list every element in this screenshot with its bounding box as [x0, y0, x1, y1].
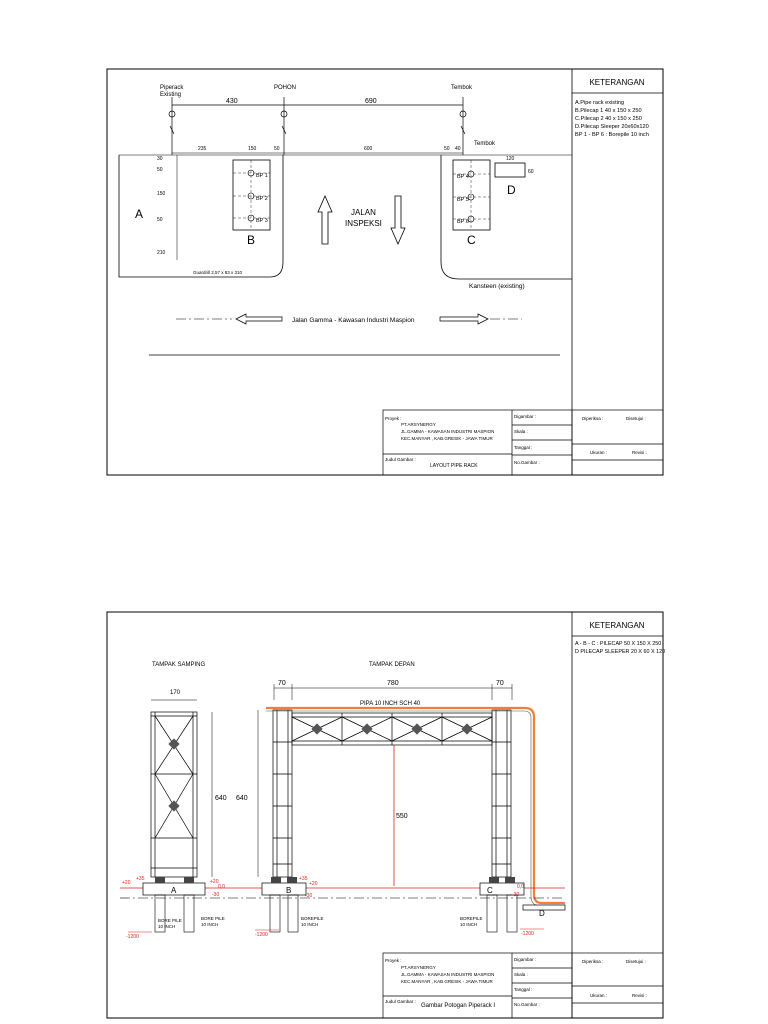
tb-ukuran: Ukuran : [590, 450, 608, 455]
sheet-1-layout [107, 69, 663, 475]
legend-item: C.Pilecap 2 40 x 150 x 250 [575, 116, 642, 122]
sheet-2-section [107, 612, 665, 1018]
tb-revisi: Revisi : [632, 450, 647, 455]
tb-skala: Skala : [514, 429, 528, 434]
label-b: B [247, 233, 256, 247]
level-p20b: +20 [210, 879, 219, 885]
label-a: A [171, 886, 177, 895]
dim-170: 170 [170, 690, 181, 696]
pipe-10-inch [266, 708, 565, 903]
jalan-label: JALAN [351, 208, 376, 217]
sleeper-d [495, 163, 525, 177]
front-view-frame [273, 710, 511, 877]
dim-640b: 640 [236, 795, 248, 802]
level-m1200b: -1200 [255, 932, 268, 938]
bp1-label: BP 1 [256, 173, 268, 179]
level-m30a: -30 [212, 892, 220, 898]
level-p35a: +35 [136, 876, 145, 882]
dim-690: 690 [365, 98, 377, 105]
dim-550: 550 [396, 813, 408, 820]
tb-digambar: Digambar : [514, 957, 537, 962]
bp-b-label-2: 10 INCH [201, 922, 219, 927]
dim-70b: 70 [496, 680, 504, 687]
tb-proyek-1: PT.ARSYNERGY [401, 422, 436, 427]
side-view-tower [151, 712, 197, 877]
legend-item: B.Pilecap 1 40 x 150 x 250 [575, 108, 642, 114]
tb-proyek-3: KEC.MANYAR , KAB.GRESIK - JAWA TIMUR [401, 436, 493, 441]
level-p20c: +20 [309, 881, 318, 887]
tb-diperiksa: Diperiksa : [582, 959, 604, 964]
base-plates [155, 877, 515, 883]
dim-70a: 70 [278, 680, 286, 687]
bp-c-label-2: 10 INCH [301, 922, 319, 927]
label-d: D [539, 909, 545, 918]
arrow-left-icon [236, 314, 282, 324]
bp-b-label-1: BORE PILE [201, 916, 225, 921]
bp-a-label-2: 10 INCH [158, 924, 176, 929]
tb-no-gambar: No.Gambar : [514, 1002, 540, 1007]
level-m1200a: -1200 [126, 934, 139, 940]
dim-h60: 60 [528, 169, 534, 175]
dim-780: 780 [387, 680, 399, 687]
label-a: A [135, 207, 144, 221]
legend-list [575, 641, 665, 655]
level-z0b: 0,0 [517, 884, 524, 890]
tb-skala: Skala : [514, 972, 528, 977]
dim-w120: 120 [506, 156, 515, 162]
label-c: C [467, 233, 476, 247]
legend-item: D.Pilecap Sleeper 20x60x120 [575, 124, 649, 130]
dim-40: 40 [455, 146, 461, 152]
legend-item: D PILECAP SLEEPER 20 X 60 X 120 [575, 649, 666, 655]
tb-diperiksa: Diperiksa : [582, 416, 604, 421]
dim-v50b: 50 [157, 217, 163, 223]
tb-digambar: Digambar : [514, 414, 537, 419]
level-m1200c: -1200 [521, 931, 534, 937]
arrow-down-icon [391, 196, 405, 244]
bp-d-label-1: BOREPILE [460, 916, 483, 921]
tb-no-gambar: No.Gambar : [514, 460, 540, 465]
legend-item: BP 1 - BP 6 : Borepile 10 inch [575, 132, 649, 138]
arrow-up-icon [318, 196, 332, 244]
bp-a-label-1: BORE PILE [158, 918, 182, 923]
road-label: Jalan Gamma - Kawasan Industri Maspion [292, 317, 415, 324]
tb-tanggal: Tanggal : [514, 445, 533, 450]
tb-proyek-label: Proyek : [385, 958, 402, 963]
tb-proyek-3: KEC.MANYAR , KAB.GRESIK - JAWA TIMUR [401, 979, 493, 984]
tb-disetujui: Disetujui : [626, 416, 646, 421]
bp6-label: BP 6 [457, 219, 469, 225]
reference-markers [169, 97, 466, 155]
tb-ukuran: Ukuran : [590, 993, 608, 998]
piperack-label: Piperack [160, 85, 184, 91]
legend-list [575, 100, 649, 138]
pohon-label: POHON [274, 85, 297, 91]
legend-title: KETERANGAN [589, 78, 645, 87]
legend-item: A - B - C : PILECAP 50 X 150 X 250 [575, 641, 662, 647]
kansteen-label: Kansteen (existing) [469, 283, 525, 290]
bp2-label: BP 2 [256, 196, 268, 202]
tb-disetujui: Disetujui : [626, 959, 646, 964]
tb-tanggal: Tanggal : [514, 987, 533, 992]
tb-proyek-2: JL.GAMMA - KAWASAN INDUSTRI MASPION [401, 429, 495, 434]
pipe-label: PIPA 10 INCH SCH 40 [360, 701, 421, 707]
guardrill-label: Guardrill 2,57 x 83 x 310 [193, 270, 243, 275]
title-block-1 [383, 410, 663, 475]
tb-judul-label: Judul Gambar : [385, 999, 416, 1004]
dim-v30: 30 [157, 156, 163, 162]
tembok-label: Tembok [451, 85, 473, 91]
view-samping-label: TAMPAK SAMPING [152, 662, 206, 668]
inspeksi-label: INSPEKSI [345, 219, 382, 228]
tb-judul: Gambar Potogan Piperack I [421, 1003, 496, 1009]
existing-label: Existing [160, 92, 182, 98]
bp3-label: BP 3 [256, 218, 268, 224]
tb-proyek-2: JL.GAMMA - KAWASAN INDUSTRI MASPION [401, 972, 495, 977]
tb-judul-label: Judul Gambar : [385, 457, 416, 462]
dim-50a: 50 [274, 146, 280, 152]
tembok-label-2: Tembok [474, 141, 496, 147]
label-b: B [286, 886, 292, 895]
dim-150: 150 [248, 146, 257, 152]
level-m30c: -30 [512, 892, 520, 898]
bp-c-label-1: BOREPILE [301, 916, 324, 921]
dim-v50a: 50 [157, 167, 163, 173]
bp4-label: BP 4 [457, 174, 469, 180]
pilecaps [143, 883, 565, 910]
label-d: D [507, 183, 516, 197]
dim-50b: 50 [444, 146, 450, 152]
tb-proyek-1: PT.ARSYNERGY [401, 965, 436, 970]
arrow-right-icon [440, 314, 488, 324]
dim-430: 430 [226, 98, 238, 105]
level-m30b: -30 [305, 893, 313, 899]
level-markers [128, 929, 544, 932]
view-depan-label: TAMPAK DEPAN [369, 662, 415, 668]
level-p35b: +35 [299, 876, 308, 882]
dim-235: 235 [198, 146, 207, 152]
level-z0a: 0,0 [218, 884, 225, 890]
legend-item: A.Pipe rack existing [575, 100, 625, 106]
dim-640a: 640 [215, 795, 227, 802]
dim-600: 600 [364, 146, 373, 152]
level-p20a: +20 [122, 880, 131, 886]
dim-v210: 210 [157, 250, 166, 256]
label-c: C [487, 886, 493, 895]
tb-judul: LAYOUT PIPE RACK [430, 463, 478, 469]
tb-proyek-label: Proyek : [385, 416, 402, 421]
legend-title: KETERANGAN [589, 621, 645, 630]
dim-v150: 150 [157, 191, 166, 197]
bp5-label: BP 5 [457, 197, 469, 203]
bp-d-label-2: 10 INCH [460, 922, 478, 927]
tb-revisi: Revisi : [632, 993, 647, 998]
